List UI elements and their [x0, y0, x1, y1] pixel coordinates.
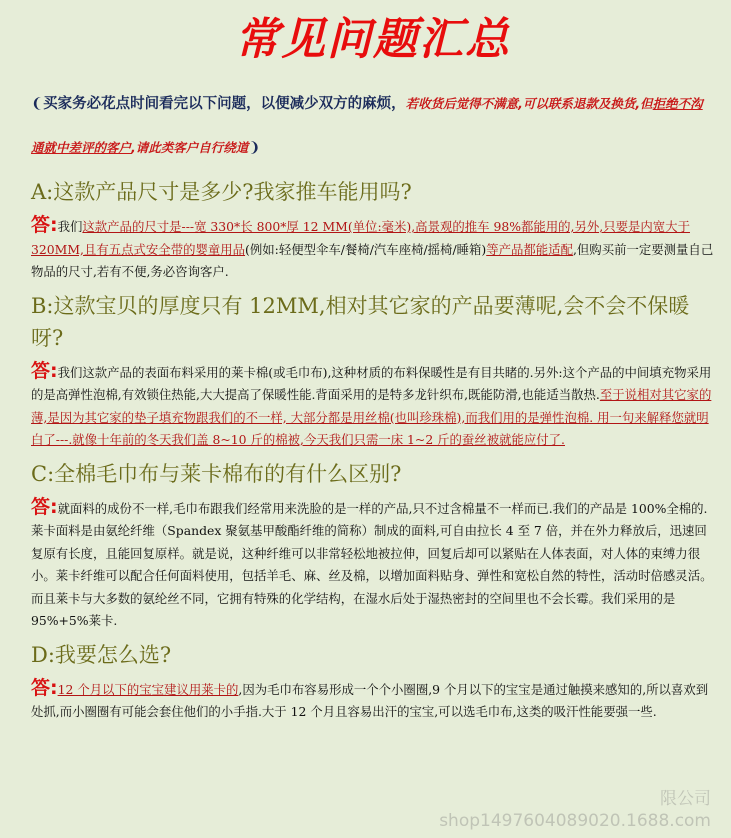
answer-label: 答:	[31, 676, 58, 699]
page-title: 常见问题汇总	[235, 14, 511, 65]
intro-main-text: 买家务必花点时间看完以下问题，以便减少双方的麻烦，	[43, 96, 406, 112]
answer-paragraph	[31, 214, 715, 284]
answer-text: 我们这款产品的表面布料采用的莱卡棉(或毛巾布),这种材质的布料保暖性是有目共睹的.另外:这个产品的中间填充物采用的是高弹性泡棉,有效锁住热能,大大提高了保暖性能.背面采用的是特多龙针织布,既能防滑,也能适当散热.	[31, 364, 712, 402]
answer-label: 答:	[31, 214, 58, 236]
question-heading: C:全棉毛巾布与莱卡棉布的有什么区别?	[31, 461, 402, 486]
answer-text: 就面料的成份不一样,毛巾布跟我们经常用来洗脸的是一样的产品,只不过含棉量不一样而已.我们的产品是 100%全棉的.莱卡面料是由氨纶纤维（Spandex 聚氨基甲酸酯纤维的简称）制成的面料,可自由拉长 4 至 7 倍，并在外力释放后，迅速回复原有长度，且能回复原样。就是说，这种纤维可以非常轻松地被拉伸，回复后却可以紧贴在人体表面，对人体的束缚力很小。莱卡纤维可以配合任何面料使用，包括羊毛、麻、丝及棉，以增加面料贴身、弹性和宽松自然的特性，活动时倍感灵活。而且莱卡与大多数的氨纶丝不同，它拥有特殊的化学结构，在湿水后处于湿热密封的空间里也不会长霉。我们采用的是 95%+5%莱卡.	[31, 500, 713, 628]
answer-label: 答:	[31, 359, 58, 382]
intro-bypass-notice: ,请此类客户自行绕道	[131, 140, 249, 155]
question-heading: A:这款产品尺寸是多少?我家推车能用吗?	[31, 180, 412, 204]
answer-highlight: 等产品都能适配	[486, 241, 573, 257]
intro-open-bracket: ❨	[31, 96, 44, 112]
answer-text: (例如:轻便型伞车/餐椅/汽车座椅/摇椅/睡箱)	[245, 241, 487, 257]
question-heading: D:我要怎么选?	[31, 642, 172, 667]
watermark-url: shop1497604089020.1688.com	[439, 811, 711, 831]
answer-text: ,因为毛巾布容易形成一个个小圈圈,9 个月以下的宝宝是通过触摸来感知的,所以喜欢到处抓,而小圈圈有可能会套住他们的小手指.大于 12 个月且容易出汗的宝宝,可以选毛巾布,这类的吸汗性能要强一些.	[31, 681, 709, 719]
intro-close-bracket: ❩	[248, 140, 261, 156]
watermark-company: 限公司	[660, 789, 711, 809]
answer-label: 答:	[31, 495, 58, 518]
intro-notice	[31, 82, 715, 170]
intro-return-policy: 若收货后觉得不满意,可以联系退款及换货,但	[405, 96, 653, 111]
answer-text: 我们	[57, 219, 83, 234]
answer-highlight: 12 个月以下的宝宝建议用莱卡的	[57, 681, 239, 697]
watermark	[439, 788, 711, 832]
intro-reject-notice: 拒绝不沟通就中差评的客户	[31, 96, 703, 155]
qa-list	[31, 176, 715, 724]
answer-highlight: 这款产品的尺寸是---宽 330*长 800*厚 12 MM(单位:毫米),高景观的推车 98%都能用的,另外,只要是内宽大于 320MM,且有五点式安全带的婴童用品	[31, 219, 690, 257]
answer-paragraph	[31, 496, 715, 633]
answer-paragraph	[31, 677, 715, 724]
answer-text: ,但购买前一定要测量自己物品的尺寸,若有不便,务必咨询客户.	[31, 241, 714, 279]
answer-highlight: 至于说相对其它家的薄,是因为其它家的垫子填充物跟我们的不一样, 大部分都是用丝棉(也叫珍珠棉),而我们用的是弹性泡棉. 用一句来解释您就明白了---.就像十年前的冬天我们盖 8~10 斤的棉被,今天我们只需一床 1~2 斤的蚕丝被就能应付了.	[31, 387, 712, 447]
question-heading: B:这款宝贝的厚度只有 12MM,相对其它家的产品要薄呢,会不会不保暖呀?	[31, 293, 690, 350]
answer-paragraph	[31, 360, 715, 452]
